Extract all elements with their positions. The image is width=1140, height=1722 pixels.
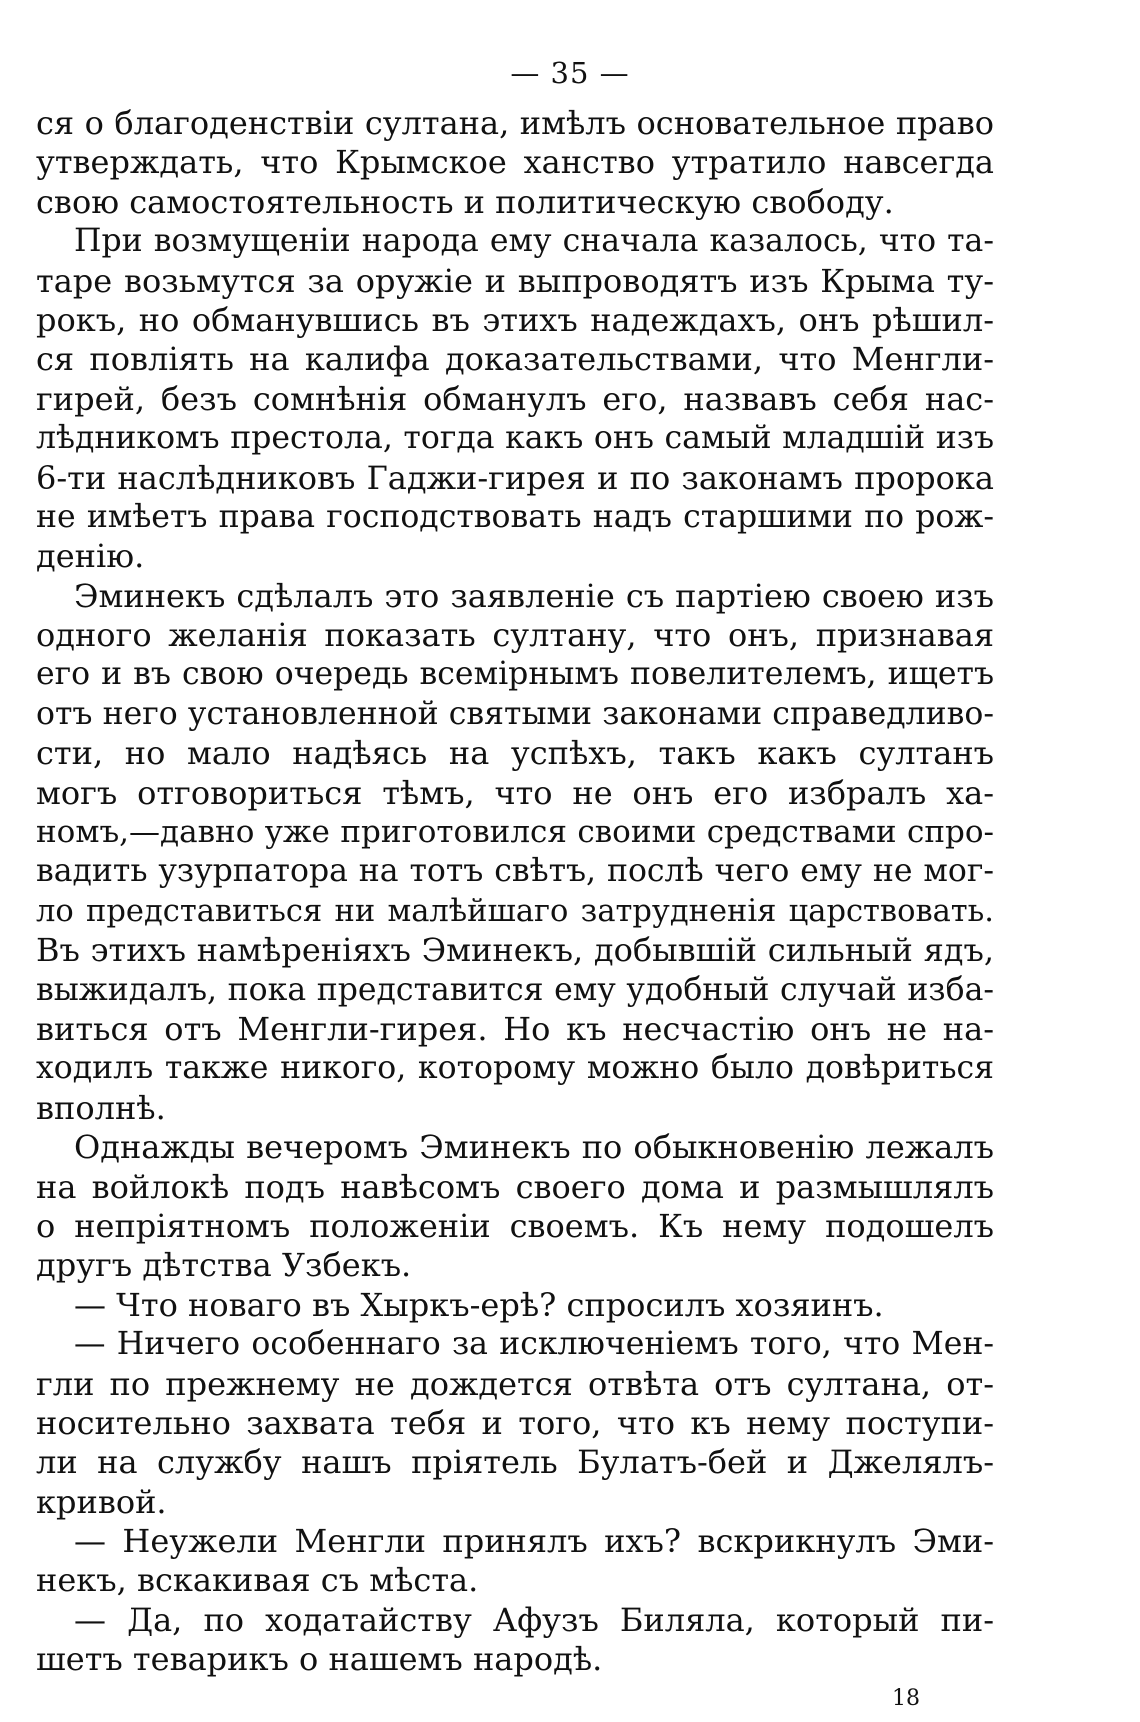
text-line: кривой. bbox=[36, 1482, 167, 1521]
printer-signature-mark: 18 bbox=[892, 1686, 920, 1711]
text-line: вадить узурпатора на тотъ свѣтъ, послѣ чего ему не мог- bbox=[36, 853, 994, 890]
text-line: на войлокѣ подъ навѣсомъ своего дома и размышлялъ bbox=[36, 1167, 994, 1206]
text-line: 6-ти наслѣдниковъ Гаджи-гирея и по законамъ пророка bbox=[36, 458, 994, 497]
text-line: виться отъ Менгли-гирея. Но къ несчастію онъ не на- bbox=[36, 1009, 994, 1048]
text-line: вполнѣ. bbox=[36, 1088, 166, 1127]
page-number: — 35 — bbox=[510, 56, 630, 90]
text-line: денію. bbox=[36, 537, 145, 576]
text-line: ся о благоденствіи султана, имѣлъ основательное право bbox=[36, 104, 994, 142]
text-line: номъ,—давно уже приготовился своими средствами спро- bbox=[36, 814, 994, 851]
text-line: шетъ теварикъ о нашемъ народѣ. bbox=[36, 1640, 603, 1679]
text-line: лѣдникомъ престола, тогда какъ онъ самый младшій изъ bbox=[36, 420, 994, 457]
text-line: гли по прежнему не дождется отвѣта отъ султана, от- bbox=[36, 1364, 994, 1403]
text-line: ходилъ также никого, которому можно было довѣриться bbox=[36, 1050, 994, 1087]
text-line: ли на службу нашъ пріятель Булатъ-бей и Джелялъ- bbox=[36, 1443, 994, 1482]
text-line: могъ отговориться тѣмъ, что не онъ его избралъ ха- bbox=[36, 773, 994, 812]
text-line: сти, но мало надѣясь на успѣхъ, такъ какъ султанъ bbox=[36, 734, 994, 773]
text-line: ся повліять на калифа доказательствами, что Менгли- bbox=[36, 340, 994, 379]
text-line: — Да, по ходатайству Афузъ Биляла, который пи- bbox=[74, 1600, 994, 1639]
text-line: свою самостоятельность и политическую свободу. bbox=[36, 182, 894, 221]
text-line: другъ дѣтства Узбекъ. bbox=[36, 1246, 412, 1285]
text-line: о непріятномъ положеніи своемъ. Къ нему подошелъ bbox=[36, 1206, 994, 1245]
text-line: рокъ, но обманувшись въ этихъ надеждахъ, онъ рѣшил- bbox=[36, 300, 994, 339]
text-line: некъ, вскакивая съ мѣста. bbox=[36, 1561, 479, 1600]
text-line: — Неужели Менгли принялъ ихъ? вскрикнулъ Эми- bbox=[74, 1522, 994, 1561]
text-line: выжидалъ, пока представится ему удобный случай изба- bbox=[36, 971, 994, 1008]
text-line: таре возьмутся за оружіе и выпроводятъ изъ Крыма ту- bbox=[36, 261, 994, 300]
text-line: Въ этихъ намѣреніяхъ Эминекъ, добывшій сильный ядъ, bbox=[36, 931, 994, 970]
text-line: При возмущеніи народа ему сначала казалось, что та- bbox=[74, 223, 994, 260]
text-line: Однажды вечеромъ Эминекъ по обыкновенію лежалъ bbox=[74, 1128, 994, 1167]
text-line: его и въ свою очередь всемірнымъ повелителемъ, ищетъ bbox=[36, 656, 994, 693]
text-line: ло представиться ни малѣйшаго затрудненія царствовать. bbox=[36, 893, 994, 929]
text-line: носительно захвата тебя и того, что къ нему поступи- bbox=[36, 1403, 994, 1442]
text-line: гирей, безъ сомнѣнія обманулъ его, назвавъ себя нас- bbox=[36, 379, 994, 418]
text-line: утверждать, что Крымское ханство утратило навсегда bbox=[36, 143, 994, 182]
text-line: не имѣетъ права господствовать надъ старшими по рож- bbox=[36, 498, 994, 535]
text-line: отъ него установленной святыми законами справедливо- bbox=[36, 695, 994, 732]
text-line: Эминекъ сдѣлалъ это заявленіе съ партіею своею изъ bbox=[74, 576, 994, 615]
text-line: одного желанія показать султану, что онъ, признавая bbox=[36, 616, 994, 655]
text-line: — Ничего особеннаго за исключеніемъ того, что Мен- bbox=[74, 1326, 994, 1363]
text-line: — Что новаго въ Хыркъ-ерѣ? спросилъ хозяинъ. bbox=[74, 1285, 884, 1324]
body-text bbox=[36, 104, 994, 1680]
